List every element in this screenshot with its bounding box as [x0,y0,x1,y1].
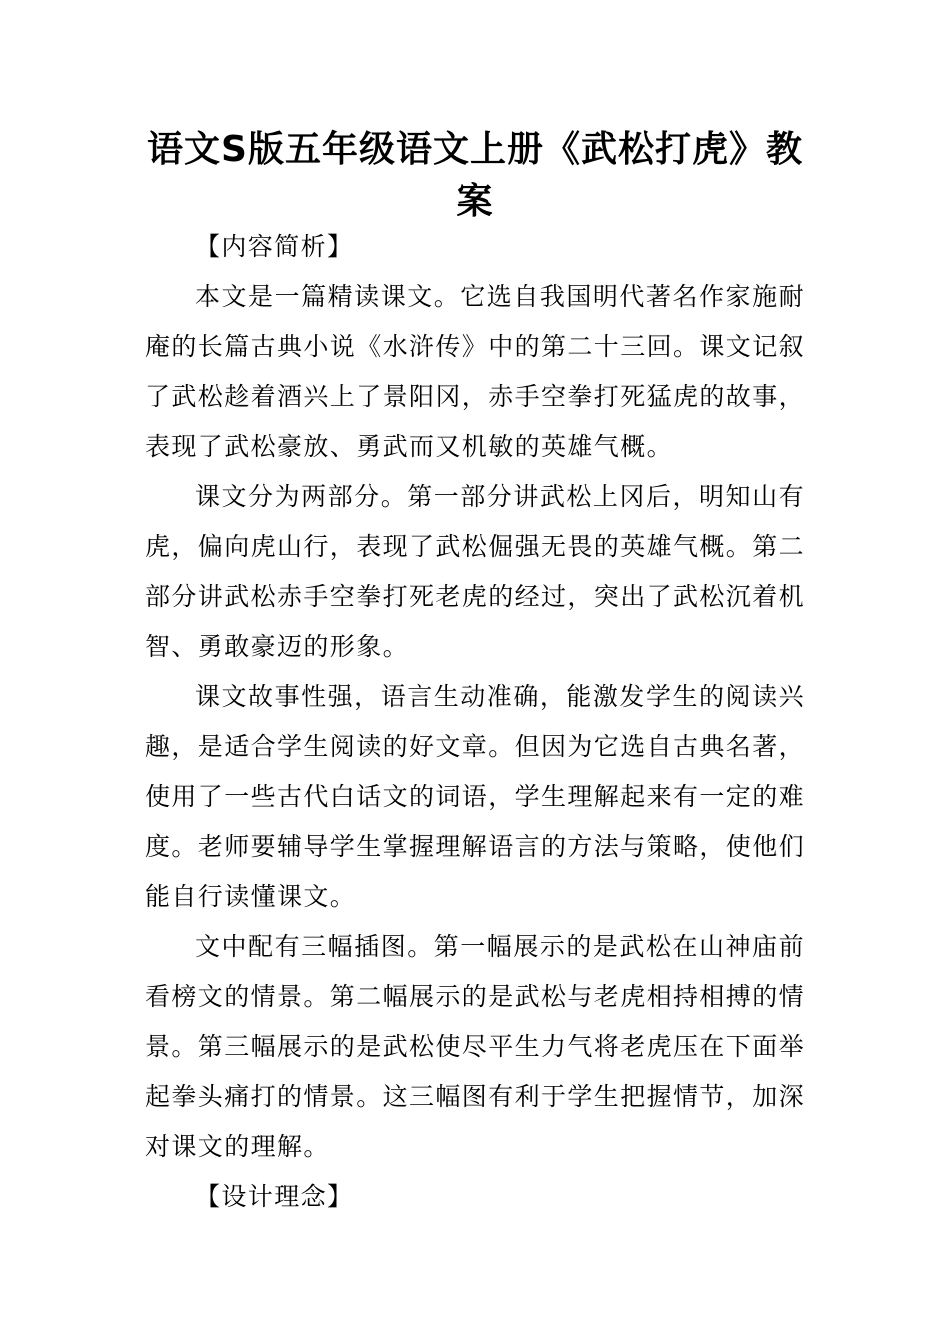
section-heading-design-concept: 【设计理念】 [195,1182,354,1211]
document-title: 语文S版五年级语文上册《武松打虎》教案 [147,129,803,222]
document-body [145,222,805,1222]
paragraph: 本文是一篇精读课文。它选自我国明代著名作家施耐庵的长篇古典小说《水浒传》中的第二十三回。课文记叙了武松趁着酒兴上了景阳冈，赤手空拳打死猛虎的故事，表现了武松豪放、勇武而又机敏的英雄气概。 [145,282,806,461]
section-heading-content-analysis: 【内容简析】 [195,232,354,261]
paragraph: 课文故事性强，语言生动准确，能激发学生的阅读兴趣，是适合学生阅读的好文章。但因为它选自古典名著，使用了一些古代白话文的词语，学生理解起来有一定的难度。老师要辅导学生掌握理解语言的方法与策略，使他们能自行读懂课文。 [145,682,806,911]
paragraph: 课文分为两部分。第一部分讲武松上冈后，明知山有虎，偏向虎山行，表现了武松倔强无畏的英雄气概。第二部分讲武松赤手空拳打死老虎的经过，突出了武松沉着机智、勇敢豪迈的形象。 [145,482,806,661]
paragraph: 文中配有三幅插图。第一幅展示的是武松在山神庙前看榜文的情景。第二幅展示的是武松与老虎相持相搏的情景。第三幅展示的是武松使尽平生力气将老虎压在下面举起拳头痛打的情景。这三幅图有利于学生把握情节，加深对课文的理解。 [145,932,806,1161]
